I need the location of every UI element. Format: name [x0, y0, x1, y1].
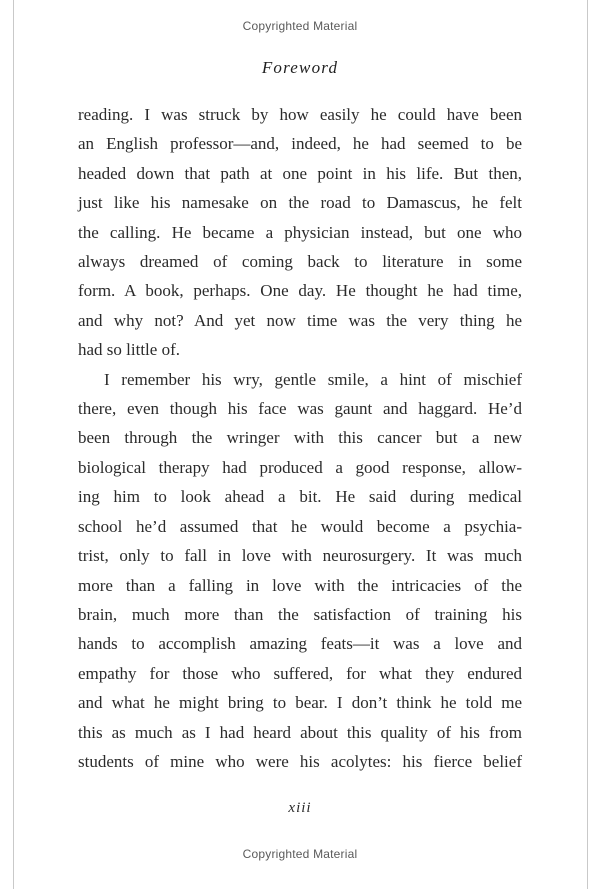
page-edge-right: [587, 0, 588, 889]
text-line: just like his namesake on the road to Damascus, he felt: [78, 193, 522, 213]
text-line: empathy for those who suffered, for what they endured: [78, 663, 522, 683]
text-line: the calling. He became a physician instead, but one who: [78, 222, 522, 242]
text-line: form. A book, perhaps. One day. He thought he had time,: [78, 281, 522, 301]
text-line: reading. I was struck by how easily he could have been: [78, 105, 522, 124]
page-edge-left: [13, 0, 14, 889]
text-line: school he’d assumed that he would become a psychia-: [78, 516, 522, 536]
body-text: [78, 100, 522, 776]
text-line: been through the wringer with this cancer but a new: [78, 428, 522, 448]
text-line: this as much as I had heard about this quality of his from: [78, 722, 522, 742]
paragraph-2: [78, 365, 522, 777]
page-number: xiii: [288, 800, 312, 816]
text-line: brain, much more than the satisfaction of training his: [78, 604, 522, 624]
copyright-watermark-top: Copyrighted Material: [242, 19, 358, 33]
text-line: I remember his wry, gentle smile, a hint of mischief: [104, 369, 522, 389]
text-line: more than a falling in love with the intricacies of the: [78, 575, 522, 595]
text-line: there, even though his face was gaunt and haggard. He’d: [78, 399, 522, 419]
text-line: and what he might bring to bear. I don’t think he told me: [78, 693, 522, 713]
copyright-watermark-bottom: Copyrighted Material: [242, 847, 358, 861]
paragraph-1: [78, 100, 522, 365]
text-line: had so little of.: [78, 340, 180, 360]
text-line: always dreamed of coming back to literature in some: [78, 252, 522, 272]
text-line: students of mine who were his acolytes: his fierce belief: [78, 751, 522, 771]
text-line: biological therapy had produced a good response, allow-: [78, 457, 522, 477]
text-line: trist, only to fall in love with neurosurgery. It was much: [78, 546, 522, 566]
text-line: hands to accomplish amazing feats—it was a love and: [78, 634, 522, 654]
text-line: ing him to look ahead a bit. He said during medical: [78, 487, 522, 507]
text-line: an English professor—and, indeed, he had seemed to be: [78, 134, 522, 154]
text-line: and why not? And yet now time was the very thing he: [78, 310, 522, 330]
chapter-heading: Foreword: [261, 58, 339, 77]
text-line: headed down that path at one point in his life. But then,: [78, 163, 522, 183]
